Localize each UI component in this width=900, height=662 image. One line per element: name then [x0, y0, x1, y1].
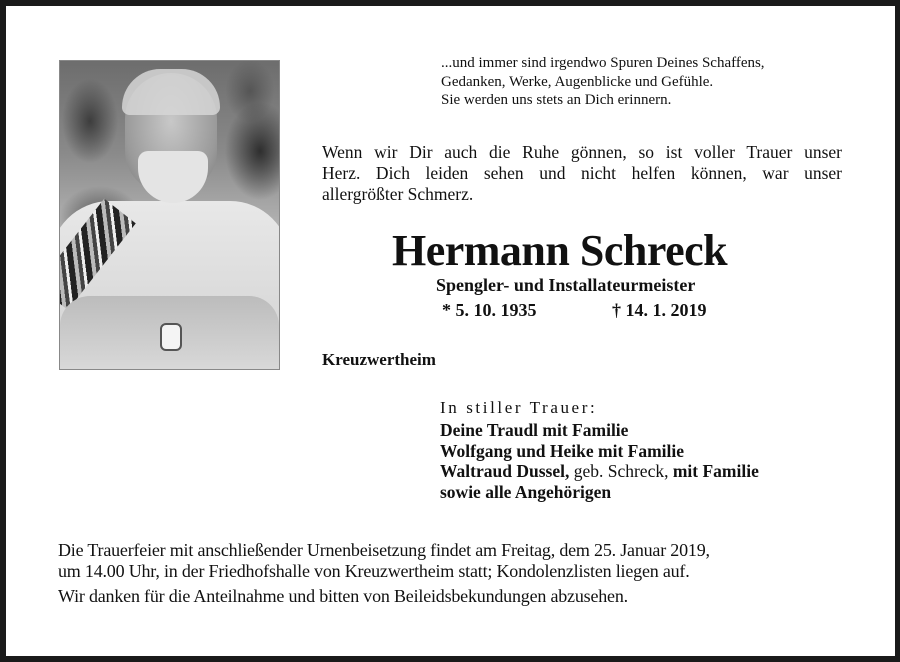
- mourner-suffix: mit Familie: [672, 461, 759, 481]
- deceased-name: Hermann Schreck: [392, 226, 728, 275]
- deceased-profession: Spengler- und Installateurmeister: [436, 275, 696, 295]
- paragraph-line: Herz. Dich leiden sehen und nicht helfen können, war unser: [322, 163, 842, 183]
- mourner-line: Deine Traudl mit Familie: [440, 420, 629, 440]
- mourners-heading: In stiller Trauer:: [440, 398, 598, 417]
- birth-date: * 5. 10. 1935: [442, 300, 537, 320]
- footer-line: Die Trauerfeier mit anschließender Urnenbeisetzung findet am Freitag, dem 25. Januar 2019,: [58, 540, 710, 560]
- mourner-name: Waltraud Dussel,: [440, 461, 570, 481]
- footer-line: um 14.00 Uhr, in der Friedhofshalle von Kreuzwertheim statt; Kondolenzlisten liegen auf.: [58, 561, 690, 581]
- mourner-line: Wolfgang und Heike mit Familie: [440, 440, 685, 461]
- footer-line: Wir danken für die Anteilnahme und bitten von Beileidsbekundungen abzusehen.: [58, 586, 628, 606]
- paragraph-line: allergrößter Schmerz.: [322, 184, 474, 204]
- mourner-line: sowie alle Angehörigen: [440, 481, 612, 502]
- quote-line: Gedanken, Werke, Augenblicke und Gefühle.: [441, 73, 714, 90]
- deceased-place: Kreuzwertheim: [322, 350, 436, 369]
- death-date: † 14. 1. 2019: [612, 300, 707, 320]
- portrait-photo: [59, 60, 280, 370]
- photo-watch: [160, 323, 182, 351]
- paragraph-line: Wenn wir Dir auch die Ruhe gönnen, so ist voller Trauer unser: [322, 142, 842, 162]
- mourners-list: [440, 420, 759, 502]
- quote-line: Sie werden uns stets an Dich erinnern.: [441, 92, 672, 108]
- quote-line: ...und immer sind irgendwo Spuren Deines Schaffens,: [441, 55, 765, 71]
- funeral-info: [58, 540, 710, 607]
- obituary-notice: [6, 6, 895, 656]
- grief-paragraph: [322, 142, 842, 205]
- mourner-line: [440, 461, 759, 482]
- mourner-maiden-name: geb. Schreck,: [569, 461, 673, 481]
- memorial-quote: [441, 54, 765, 110]
